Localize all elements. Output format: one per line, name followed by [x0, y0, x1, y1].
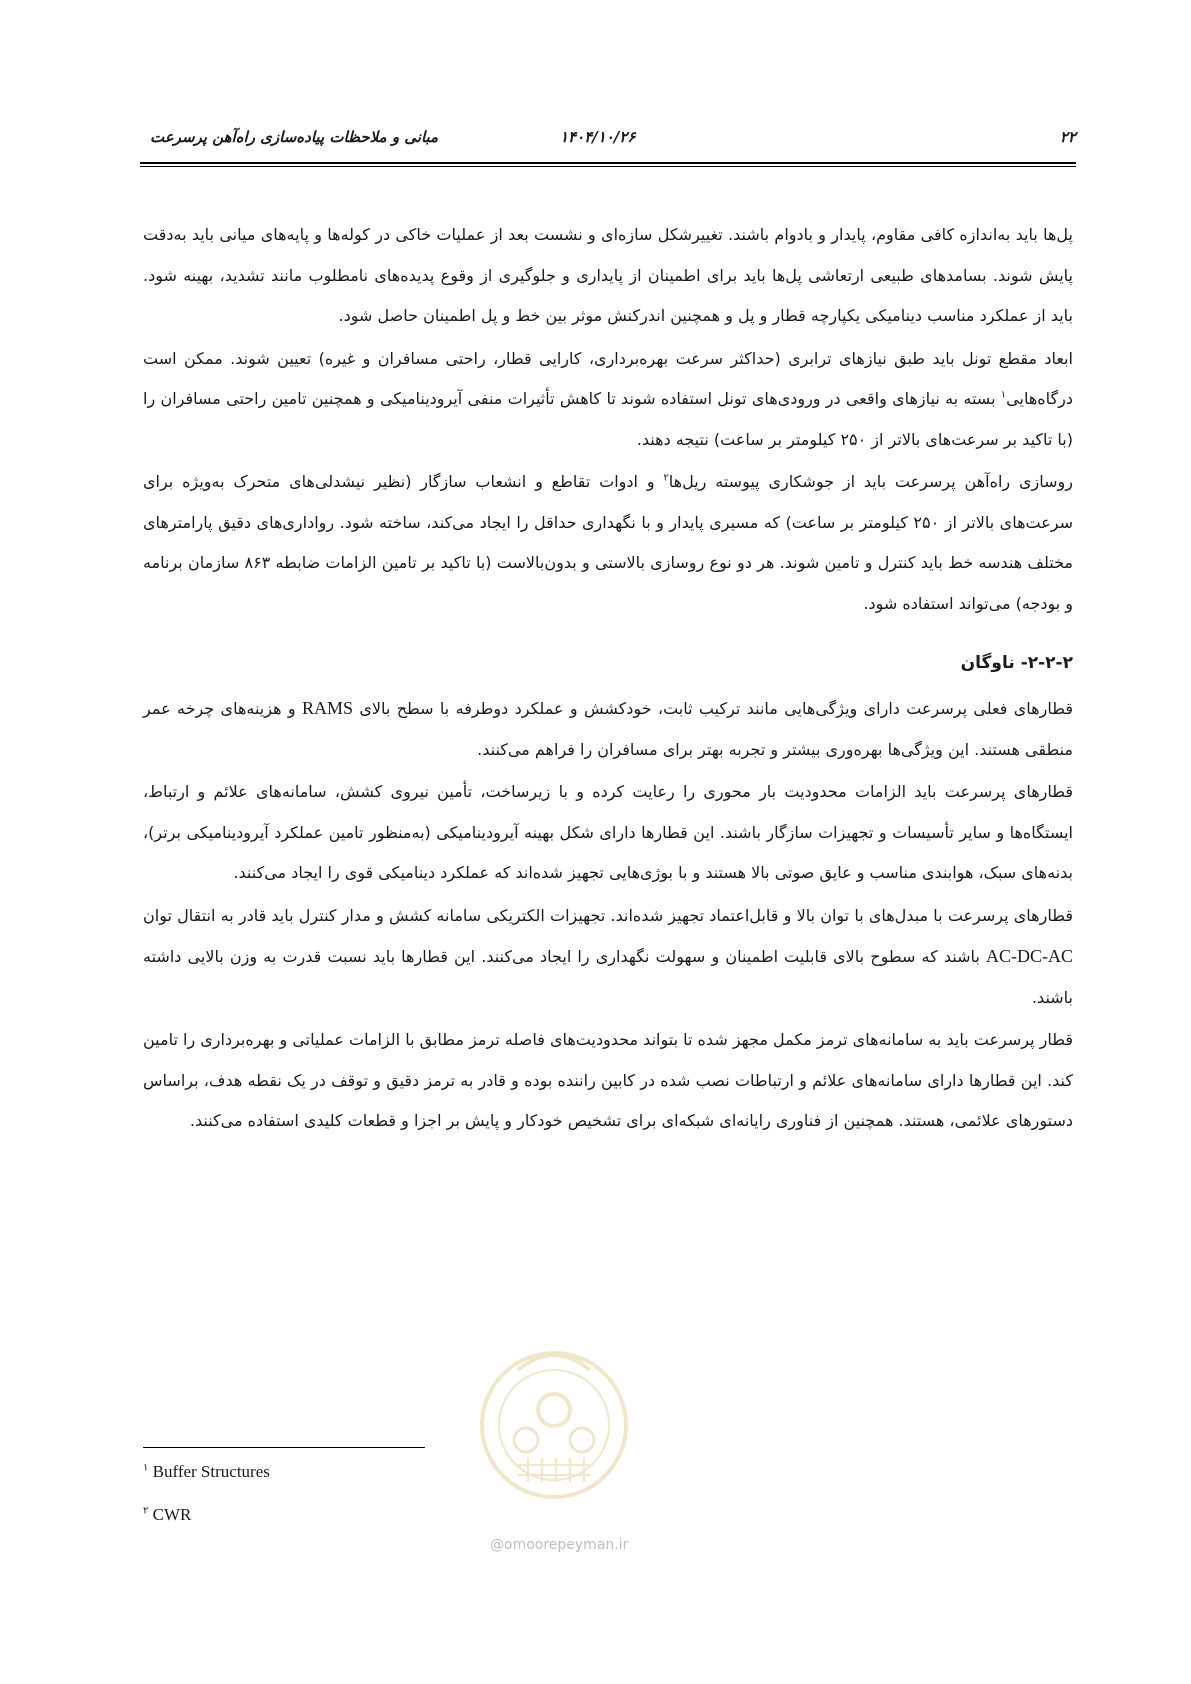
footnote-1: $^۱$ Buffer Structures: [143, 1462, 270, 1481]
paragraph-tunnel: ابعاد مقطع تونل باید طبق نیازهای ترابری (حداکثر سرعت بهره‌برداری، کارایی قطار، راحتی مسافران و غیره) تعیین شوند. ممکن است درگاه‌هایی$^۱$ بسته به نیازهای واقعی در ورودی‌های تونل استفاده شوند تا کاهش تأثیرات منفی آیرودینامیکی و همچنین تامین راحتی مسافران را (با تاکید بر سرعت‌های بالاتر از ۲۵۰ کیلومتر بر ساعت) نتیجه دهند.: [143, 348, 1073, 449]
header-date: ۱۴۰۴/۱۰/۲۶: [560, 128, 636, 146]
footnote-ref-1[interactable]: ۱: [1000, 389, 1007, 401]
page-header: [140, 128, 1076, 154]
footnote-ref-2[interactable]: ۲: [663, 472, 669, 484]
paragraph-brake: قطار پرسرعت باید به سامانه‌های ترمز مکمل مجهز شده تا بتواند محدودیت‌های فاصله ترمز مطابق با الزامات عملیاتی و بهره‌برداری را تامین کند. این قطارها دارای سامانه‌های علائم و ارتباطات نصب شده در کابین راننده بوده و قادر به ترمز دقیق و توقف در یک نقطه هدف، براساس دستورهای علائمی، هستند. همچنین از فناوری رایانه‌ای شبکه‌ای برای تشخیص خودکار و پایش بر اجزا و قطعات کلیدی استفاده می‌کنند.: [143, 1030, 1073, 1130]
paragraph-bridges: پل‌ها باید به‌اندازه کافی مقاوم، پایدار و بادوام باشند. تغییرشکل سازه‌ای و نشست بعد از عملیات خاکی در کوله‌ها و پایه‌های میانی باید به‌دقت پایش شوند. بسامدهای طبیعی ارتعاشی پل‌ها باید برای اطمینان از پایداری و جلوگیری از وقوع پدیده‌های نامطلوب مانند تشدید، بهینه شود. باید از عملکرد مناسب دینامیکی یکپارچه قطار و پل و همچنین اندرکنش موثر بین خط و پل اطمینان حاصل شود.: [143, 225, 1073, 325]
header-rule: [140, 162, 1076, 164]
footnote-rule: [143, 1447, 425, 1448]
header-title: مبانی و ملاحظات پیاده‌سازی راه‌آهن پرسرعت: [150, 128, 439, 146]
paragraph-power: قطارهای پرسرعت با مبدل‌های با توان بالا و قابل‌اعتماد تجهیز شده‌اند. تجهیزات الکتریکی سامانه کشش و مدار کنترل باید قادر به انتقال توان AC-DC-AC باشند که سطوح بالای قابلیت اطمینان و سهولت نگهداری را ایجاد می‌کنند. این قطارها باید نسبت قدرت به وزن بالایی داشته باشند.: [143, 905, 1073, 1007]
header-rule-thin: [140, 166, 1076, 167]
paragraph-track: روسازی راه‌آهن پرسرعت باید از جوشکاری پیوسته ریل‌ها$^۲$ و ادوات تقاطع و انشعاب سازگار (نظیر نیشدلی‌های متحرک به‌ویژه برای سرعت‌های بالاتر از ۲۵۰ کیلومتر بر ساعت) که مسیری پایدار و با نگهداری حداقل را ایجاد می‌کند، ساخته شود. رواداری‌های دقیق پارامترهای مختلف هندسه خط باید کنترل و تامین شوند. هر دو نوع روسازی بالاستی و بدون‌بالاست (با تاکید بر تامین الزامات ضابطه ۸۶۳ سازمان برنامه و بودجه) می‌تواند استفاده شود.: [143, 472, 1074, 613]
body-text: [143, 215, 1073, 1144]
footnote-2: $^۲$ CWR: [143, 1505, 192, 1524]
section-heading: ۲-۲-۲- ناوگان: [960, 653, 1073, 673]
paragraph-rams: قطارهای فعلی پرسرعت دارای ویژگی‌هایی مانند ترکیب ثابت، خودکشش و عملکرد دوطرفه با سطح بالای RAMS و هزینه‌های چرخه عمر منطقی هستند. این ویژگی‌ها بهره‌وری بیشتر و تجربه بهتر برای مسافران را فراهم می‌کنند.: [143, 698, 1073, 759]
watermark-seal-icon: [478, 1330, 630, 1530]
page-number: ۲۲: [1059, 128, 1076, 146]
paragraph-axle-load: قطارهای پرسرعت باید الزامات محدودیت بار محوری را رعایت کرده و با زیرساخت، تأمین نیروی کشش، سامانه‌های علائم و ارتباط، ایستگاه‌ها و سایر تأسیسات و تجهیزات سازگار باشند. این قطارها دارای شکل بهینه آیرودینامیکی (به‌منظور تامین عملکرد آیرودینامیکی برتر)، بدنه‌های سبک، هوابندی مناسب و عایق صوتی بالا هستند و با بوژی‌هایی تجهیز شده‌اند که عملکرد دینامیکی قوی را ایجاد می‌کنند.: [143, 782, 1073, 882]
watermark-url: @omoorepeyman.ir: [490, 1537, 629, 1553]
